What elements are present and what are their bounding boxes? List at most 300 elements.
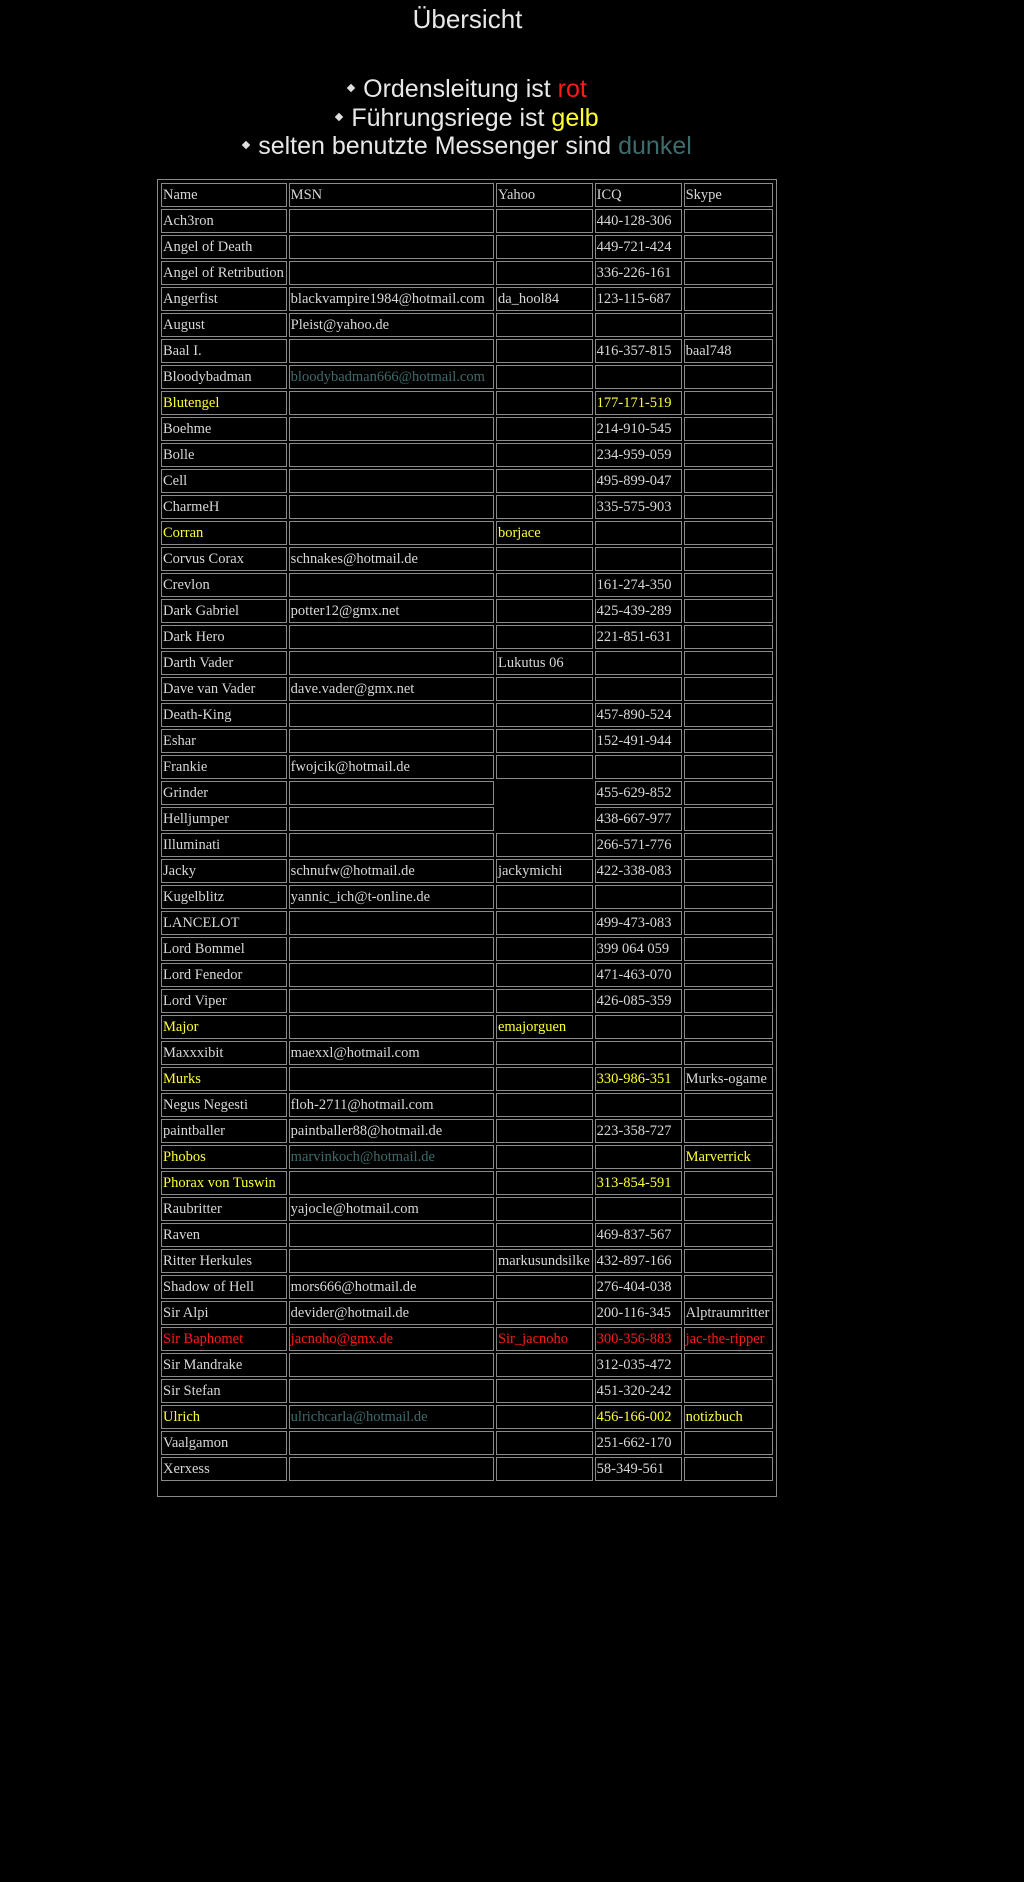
cell-icq [595, 365, 682, 389]
table-row [161, 339, 773, 363]
table-row [161, 833, 773, 857]
cell-skype: baal748 [684, 339, 773, 363]
cell-icq: 251-662-170 [595, 1431, 682, 1455]
cell-yahoo [496, 703, 593, 727]
cell-msn [289, 469, 494, 493]
cell-skype: Alptraumritter [684, 1301, 773, 1325]
table-row [161, 1119, 773, 1143]
cell-msn [289, 833, 494, 857]
table-row [161, 1145, 773, 1169]
table-row [161, 365, 773, 389]
cell-name: Frankie [161, 755, 287, 779]
table-row [161, 781, 773, 805]
table-row [161, 599, 773, 623]
cell-msn: schnakes@hotmail.de [289, 547, 494, 571]
cell-skype [684, 1171, 773, 1195]
cell-skype [684, 1249, 773, 1273]
cell-icq [595, 313, 682, 337]
cell-icq: 300-356-883 [595, 1327, 682, 1351]
cell-msn: blackvampire1984@hotmail.com [289, 287, 494, 311]
cell-yahoo [496, 1041, 593, 1065]
table-row [161, 313, 773, 337]
cell-name: Phobos [161, 1145, 287, 1169]
header-name: Name [161, 183, 287, 207]
cell-name: Shadow of Hell [161, 1275, 287, 1299]
cell-skype [684, 1041, 773, 1065]
cell-skype [684, 495, 773, 519]
cell-msn [289, 703, 494, 727]
table-row [161, 1379, 773, 1403]
cell-msn [289, 625, 494, 649]
cell-yahoo [496, 313, 593, 337]
cell-yahoo [496, 1119, 593, 1143]
legend-text: selten benutzte Messenger sind [258, 132, 619, 160]
cell-msn [289, 781, 494, 805]
cell-skype [684, 1223, 773, 1247]
cell-skype [684, 1379, 773, 1403]
cell-yahoo [496, 443, 593, 467]
cell-yahoo [496, 937, 593, 961]
cell-msn [289, 1223, 494, 1247]
table-row [161, 417, 773, 441]
cell-yahoo [496, 1171, 593, 1195]
cell-icq: 416-357-815 [595, 339, 682, 363]
cell-icq: 330-986-351 [595, 1067, 682, 1091]
cell-yahoo [496, 963, 593, 987]
cell-name: Vaalgamon [161, 1431, 287, 1455]
cell-name: Angerfist [161, 287, 287, 311]
cell-skype [684, 729, 773, 753]
cell-name: Dark Hero [161, 625, 287, 649]
cell-name: Eshar [161, 729, 287, 753]
cell-skype [684, 755, 773, 779]
cell-yahoo [496, 989, 593, 1013]
cell-name: Cell [161, 469, 287, 493]
cell-icq [595, 1041, 682, 1065]
table-row [161, 443, 773, 467]
cell-name: Dave van Vader [161, 677, 287, 701]
cell-icq: 234-959-059 [595, 443, 682, 467]
cell-icq: 161-274-350 [595, 573, 682, 597]
table-row [161, 963, 773, 987]
cell-yahoo [496, 911, 593, 935]
cell-msn [289, 989, 494, 1013]
cell-skype [684, 287, 773, 311]
cell-name: Angel of Retribution [161, 261, 287, 285]
table-row [161, 1353, 773, 1377]
bullet-icon [242, 141, 250, 149]
cell-icq [595, 547, 682, 571]
table-row [161, 521, 773, 545]
legend-highlight-red: rot [557, 75, 587, 103]
legend-item-leadership [0, 75, 935, 104]
table-row [161, 1327, 773, 1351]
cell-icq [595, 521, 682, 545]
cell-msn: fwojcik@hotmail.de [289, 755, 494, 779]
legend-highlight-yellow: gelb [551, 103, 599, 132]
cell-name: Sir Alpi [161, 1301, 287, 1325]
cell-icq: 123-115-687 [595, 287, 682, 311]
cell-msn [289, 417, 494, 441]
cell-icq: 312-035-472 [595, 1353, 682, 1377]
cell-icq: 471-463-070 [595, 963, 682, 987]
cell-yahoo [496, 547, 593, 571]
table-row [161, 547, 773, 571]
cell-name: Helljumper [161, 807, 287, 831]
cell-name: Bloodybadman [161, 365, 287, 389]
cell-icq: 440-128-306 [595, 209, 682, 233]
cell-skype [684, 781, 773, 805]
cell-icq: 451-320-242 [595, 1379, 682, 1403]
cell-name: Lord Viper [161, 989, 287, 1013]
cell-yahoo [496, 807, 593, 831]
cell-skype [684, 625, 773, 649]
cell-icq [595, 1093, 682, 1117]
legend-text: Ordensleitung ist [363, 75, 558, 103]
cell-yahoo [496, 1431, 593, 1455]
cell-msn: devider@hotmail.de [289, 1301, 494, 1325]
cell-icq: 425-439-289 [595, 599, 682, 623]
cell-name: Sir Baphomet [161, 1327, 287, 1351]
cell-msn [289, 261, 494, 285]
cell-yahoo [496, 625, 593, 649]
cell-yahoo [496, 209, 593, 233]
cell-skype: Murks-ogame [684, 1067, 773, 1091]
cell-msn: bloodybadman666@hotmail.com [289, 365, 494, 389]
cell-msn: jacnoho@gmx.de [289, 1327, 494, 1351]
cell-name: Ulrich [161, 1405, 287, 1429]
cell-icq: 336-226-161 [595, 261, 682, 285]
table-row [161, 573, 773, 597]
cell-yahoo [496, 365, 593, 389]
cell-yahoo [496, 1223, 593, 1247]
cell-skype: Marverrick [684, 1145, 773, 1169]
cell-yahoo: Sir_jacnoho [496, 1327, 593, 1351]
cell-skype [684, 235, 773, 259]
cell-skype [684, 1093, 773, 1117]
cell-msn [289, 1067, 494, 1091]
cell-name: Angel of Death [161, 235, 287, 259]
cell-name: Baal I. [161, 339, 287, 363]
legend-item-rare-messengers [0, 132, 935, 161]
cell-msn: yannic_ich@t-online.de [289, 885, 494, 909]
cell-yahoo [496, 235, 593, 259]
cell-icq: 456-166-002 [595, 1405, 682, 1429]
cell-yahoo [496, 1353, 593, 1377]
cell-skype [684, 963, 773, 987]
header-icq: ICQ [595, 183, 682, 207]
cell-msn: marvinkoch@hotmail.de [289, 1145, 494, 1169]
cell-icq: 223-358-727 [595, 1119, 682, 1143]
members-table [159, 181, 775, 1483]
cell-yahoo [496, 417, 593, 441]
cell-msn [289, 235, 494, 259]
legend-text: Führungsriege ist [351, 103, 552, 132]
cell-icq: 469-837-567 [595, 1223, 682, 1247]
cell-name: paintballer [161, 1119, 287, 1143]
table-row [161, 1431, 773, 1455]
cell-icq [595, 885, 682, 909]
legend-highlight-dark: dunkel [618, 132, 692, 160]
header-msn: MSN [289, 183, 494, 207]
cell-yahoo [496, 1275, 593, 1299]
cell-msn: floh-2711@hotmail.com [289, 1093, 494, 1117]
table-row [161, 495, 773, 519]
cell-name: Crevlon [161, 573, 287, 597]
cell-icq: 449-721-424 [595, 235, 682, 259]
cell-skype [684, 365, 773, 389]
table-row [161, 1067, 773, 1091]
table-row [161, 235, 773, 259]
cell-icq [595, 677, 682, 701]
cell-msn [289, 209, 494, 233]
cell-skype [684, 833, 773, 857]
cell-name: Illuminati [161, 833, 287, 857]
cell-yahoo [496, 781, 593, 805]
header-yahoo: Yahoo [496, 183, 593, 207]
table-row [161, 469, 773, 493]
cell-msn [289, 1457, 494, 1481]
cell-msn [289, 391, 494, 415]
cell-skype [684, 1457, 773, 1481]
cell-msn [289, 1379, 494, 1403]
cell-skype [684, 521, 773, 545]
cell-msn: dave.vader@gmx.net [289, 677, 494, 701]
cell-name: Dark Gabriel [161, 599, 287, 623]
cell-msn: yajocle@hotmail.com [289, 1197, 494, 1221]
table-row [161, 1301, 773, 1325]
cell-name: Grinder [161, 781, 287, 805]
cell-msn: potter12@gmx.net [289, 599, 494, 623]
cell-icq [595, 651, 682, 675]
cell-yahoo [496, 833, 593, 857]
table-row [161, 1093, 773, 1117]
cell-name: Corvus Corax [161, 547, 287, 571]
cell-yahoo [496, 599, 593, 623]
table-row [161, 287, 773, 311]
cell-skype [684, 703, 773, 727]
cell-icq: 58-349-561 [595, 1457, 682, 1481]
cell-name: Negus Negesti [161, 1093, 287, 1117]
cell-skype [684, 1431, 773, 1455]
cell-msn [289, 573, 494, 597]
cell-skype [684, 261, 773, 285]
cell-name: Major [161, 1015, 287, 1039]
cell-yahoo [496, 1145, 593, 1169]
cell-skype [684, 937, 773, 961]
cell-name: Ach3ron [161, 209, 287, 233]
cell-name: LANCELOT [161, 911, 287, 935]
cell-yahoo [496, 495, 593, 519]
cell-name: Raven [161, 1223, 287, 1247]
cell-yahoo [496, 677, 593, 701]
cell-skype: jac-the-ripper [684, 1327, 773, 1351]
cell-name: Boehme [161, 417, 287, 441]
cell-skype [684, 469, 773, 493]
cell-yahoo [496, 1067, 593, 1091]
cell-name: Kugelblitz [161, 885, 287, 909]
cell-icq: 399 064 059 [595, 937, 682, 961]
cell-skype [684, 391, 773, 415]
cell-yahoo: jackymichi [496, 859, 593, 883]
cell-skype [684, 1197, 773, 1221]
cell-icq [595, 1015, 682, 1039]
cell-icq: 438-667-977 [595, 807, 682, 831]
cell-yahoo [496, 1457, 593, 1481]
cell-icq [595, 1197, 682, 1221]
cell-msn [289, 1249, 494, 1273]
cell-yahoo: da_hool84 [496, 287, 593, 311]
cell-yahoo: emajorguen [496, 1015, 593, 1039]
table-row [161, 989, 773, 1013]
cell-yahoo [496, 1301, 593, 1325]
cell-icq: 426-085-359 [595, 989, 682, 1013]
cell-icq: 455-629-852 [595, 781, 682, 805]
cell-yahoo [496, 755, 593, 779]
table-row [161, 1197, 773, 1221]
cell-yahoo [496, 339, 593, 363]
cell-icq: 422-338-083 [595, 859, 682, 883]
cell-msn [289, 521, 494, 545]
table-row [161, 1405, 773, 1429]
cell-msn [289, 495, 494, 519]
cell-icq [595, 755, 682, 779]
cell-icq [595, 1145, 682, 1169]
cell-skype [684, 599, 773, 623]
bullet-icon [347, 84, 355, 92]
cell-name: Xerxess [161, 1457, 287, 1481]
cell-msn: paintballer88@hotmail.de [289, 1119, 494, 1143]
cell-name: Corran [161, 521, 287, 545]
cell-name: Bolle [161, 443, 287, 467]
cell-icq: 313-854-591 [595, 1171, 682, 1195]
table-row [161, 703, 773, 727]
cell-name: Lord Fenedor [161, 963, 287, 987]
table-row [161, 677, 773, 701]
cell-msn [289, 729, 494, 753]
table-row [161, 885, 773, 909]
cell-skype [684, 313, 773, 337]
cell-skype [684, 807, 773, 831]
cell-icq: 177-171-519 [595, 391, 682, 415]
cell-icq: 276-404-038 [595, 1275, 682, 1299]
cell-name: Sir Stefan [161, 1379, 287, 1403]
table-row [161, 261, 773, 285]
cell-name: CharmeH [161, 495, 287, 519]
cell-yahoo: Lukutus 06 [496, 651, 593, 675]
cell-name: August [161, 313, 287, 337]
table-header-row [161, 183, 773, 207]
cell-msn [289, 911, 494, 935]
cell-msn: maexxl@hotmail.com [289, 1041, 494, 1065]
cell-yahoo: borjace [496, 521, 593, 545]
cell-skype [684, 209, 773, 233]
table-row [161, 1275, 773, 1299]
cell-msn [289, 937, 494, 961]
cell-msn [289, 443, 494, 467]
cell-yahoo [496, 729, 593, 753]
legend-item-officers [0, 104, 935, 133]
table-row [161, 1041, 773, 1065]
cell-name: Blutengel [161, 391, 287, 415]
table-row [161, 1015, 773, 1039]
cell-skype [684, 417, 773, 441]
bullet-icon [335, 113, 343, 121]
cell-skype [684, 443, 773, 467]
cell-yahoo [496, 1379, 593, 1403]
table-row [161, 911, 773, 935]
table-row [161, 1457, 773, 1481]
cell-skype [684, 677, 773, 701]
cell-msn [289, 651, 494, 675]
cell-msn [289, 963, 494, 987]
cell-msn [289, 1171, 494, 1195]
cell-skype [684, 885, 773, 909]
cell-msn [289, 807, 494, 831]
cell-icq: 200-116-345 [595, 1301, 682, 1325]
cell-skype [684, 1275, 773, 1299]
cell-msn [289, 339, 494, 363]
cell-msn [289, 1431, 494, 1455]
cell-name: Jacky [161, 859, 287, 883]
header-skype: Skype [684, 183, 773, 207]
cell-name: Murks [161, 1067, 287, 1091]
cell-name: Darth Vader [161, 651, 287, 675]
table-row [161, 755, 773, 779]
cell-skype [684, 1119, 773, 1143]
members-table-body [161, 183, 773, 1481]
cell-msn [289, 1015, 494, 1039]
cell-icq: 152-491-944 [595, 729, 682, 753]
table-row [161, 937, 773, 961]
cell-yahoo: markusundsilke [496, 1249, 593, 1273]
table-row [161, 625, 773, 649]
cell-yahoo [496, 573, 593, 597]
cell-name: Phorax von Tuswin [161, 1171, 287, 1195]
cell-yahoo [496, 1197, 593, 1221]
cell-icq: 335-575-903 [595, 495, 682, 519]
cell-icq: 457-890-524 [595, 703, 682, 727]
cell-msn: ulrichcarla@hotmail.de [289, 1405, 494, 1429]
table-row [161, 859, 773, 883]
cell-icq: 266-571-776 [595, 833, 682, 857]
table-row [161, 391, 773, 415]
members-table-frame [157, 179, 777, 1497]
page-title: Übersicht [412, 4, 523, 34]
cell-msn [289, 1353, 494, 1377]
table-row [161, 1249, 773, 1273]
cell-skype [684, 1353, 773, 1377]
cell-skype: notizbuch [684, 1405, 773, 1429]
cell-skype [684, 573, 773, 597]
table-row [161, 209, 773, 233]
table-row [161, 729, 773, 753]
cell-msn: schnufw@hotmail.de [289, 859, 494, 883]
cell-skype [684, 651, 773, 675]
cell-msn: Pleist@yahoo.de [289, 313, 494, 337]
table-row [161, 1223, 773, 1247]
cell-yahoo [496, 261, 593, 285]
color-legend [0, 75, 935, 161]
cell-skype [684, 911, 773, 935]
cell-icq: 495-899-047 [595, 469, 682, 493]
cell-skype [684, 547, 773, 571]
cell-yahoo [496, 469, 593, 493]
cell-yahoo [496, 391, 593, 415]
table-row [161, 807, 773, 831]
cell-skype [684, 1015, 773, 1039]
cell-skype [684, 989, 773, 1013]
